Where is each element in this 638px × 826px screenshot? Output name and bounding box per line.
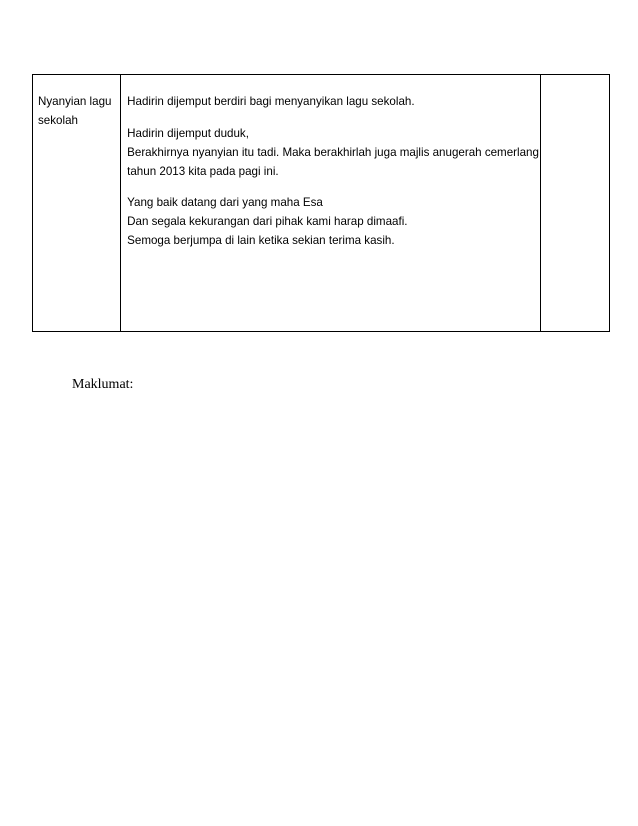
table-row (33, 75, 610, 332)
maklumat-label: Maklumat: (72, 377, 134, 392)
script-line: Hadirin dijemput berdiri bagi menyanyikan lagu sekolah. (127, 95, 415, 108)
script-line: Semoga berjumpa di lain ketika sekian terima kasih. (127, 234, 395, 247)
empty-cell (540, 75, 609, 332)
script-line: Yang baik datang dari yang maha Esa (127, 196, 323, 209)
script-line: Dan segala kekurangan dari pihak kami harap dimaafi. (127, 215, 408, 228)
script-line: tahun 2013 kita pada pagi ini. (127, 165, 279, 178)
script-line: Berakhirnya nyanyian itu tadi. Maka berakhirlah juga majlis anugerah cemerlang (127, 146, 539, 159)
item-label-line: Nyanyian lagu (38, 95, 112, 108)
item-label-cell (33, 75, 121, 332)
script-content-cell (121, 75, 541, 332)
program-table (32, 74, 610, 332)
item-label-line: sekolah (38, 114, 78, 127)
script-line: Hadirin dijemput duduk, (127, 127, 249, 140)
